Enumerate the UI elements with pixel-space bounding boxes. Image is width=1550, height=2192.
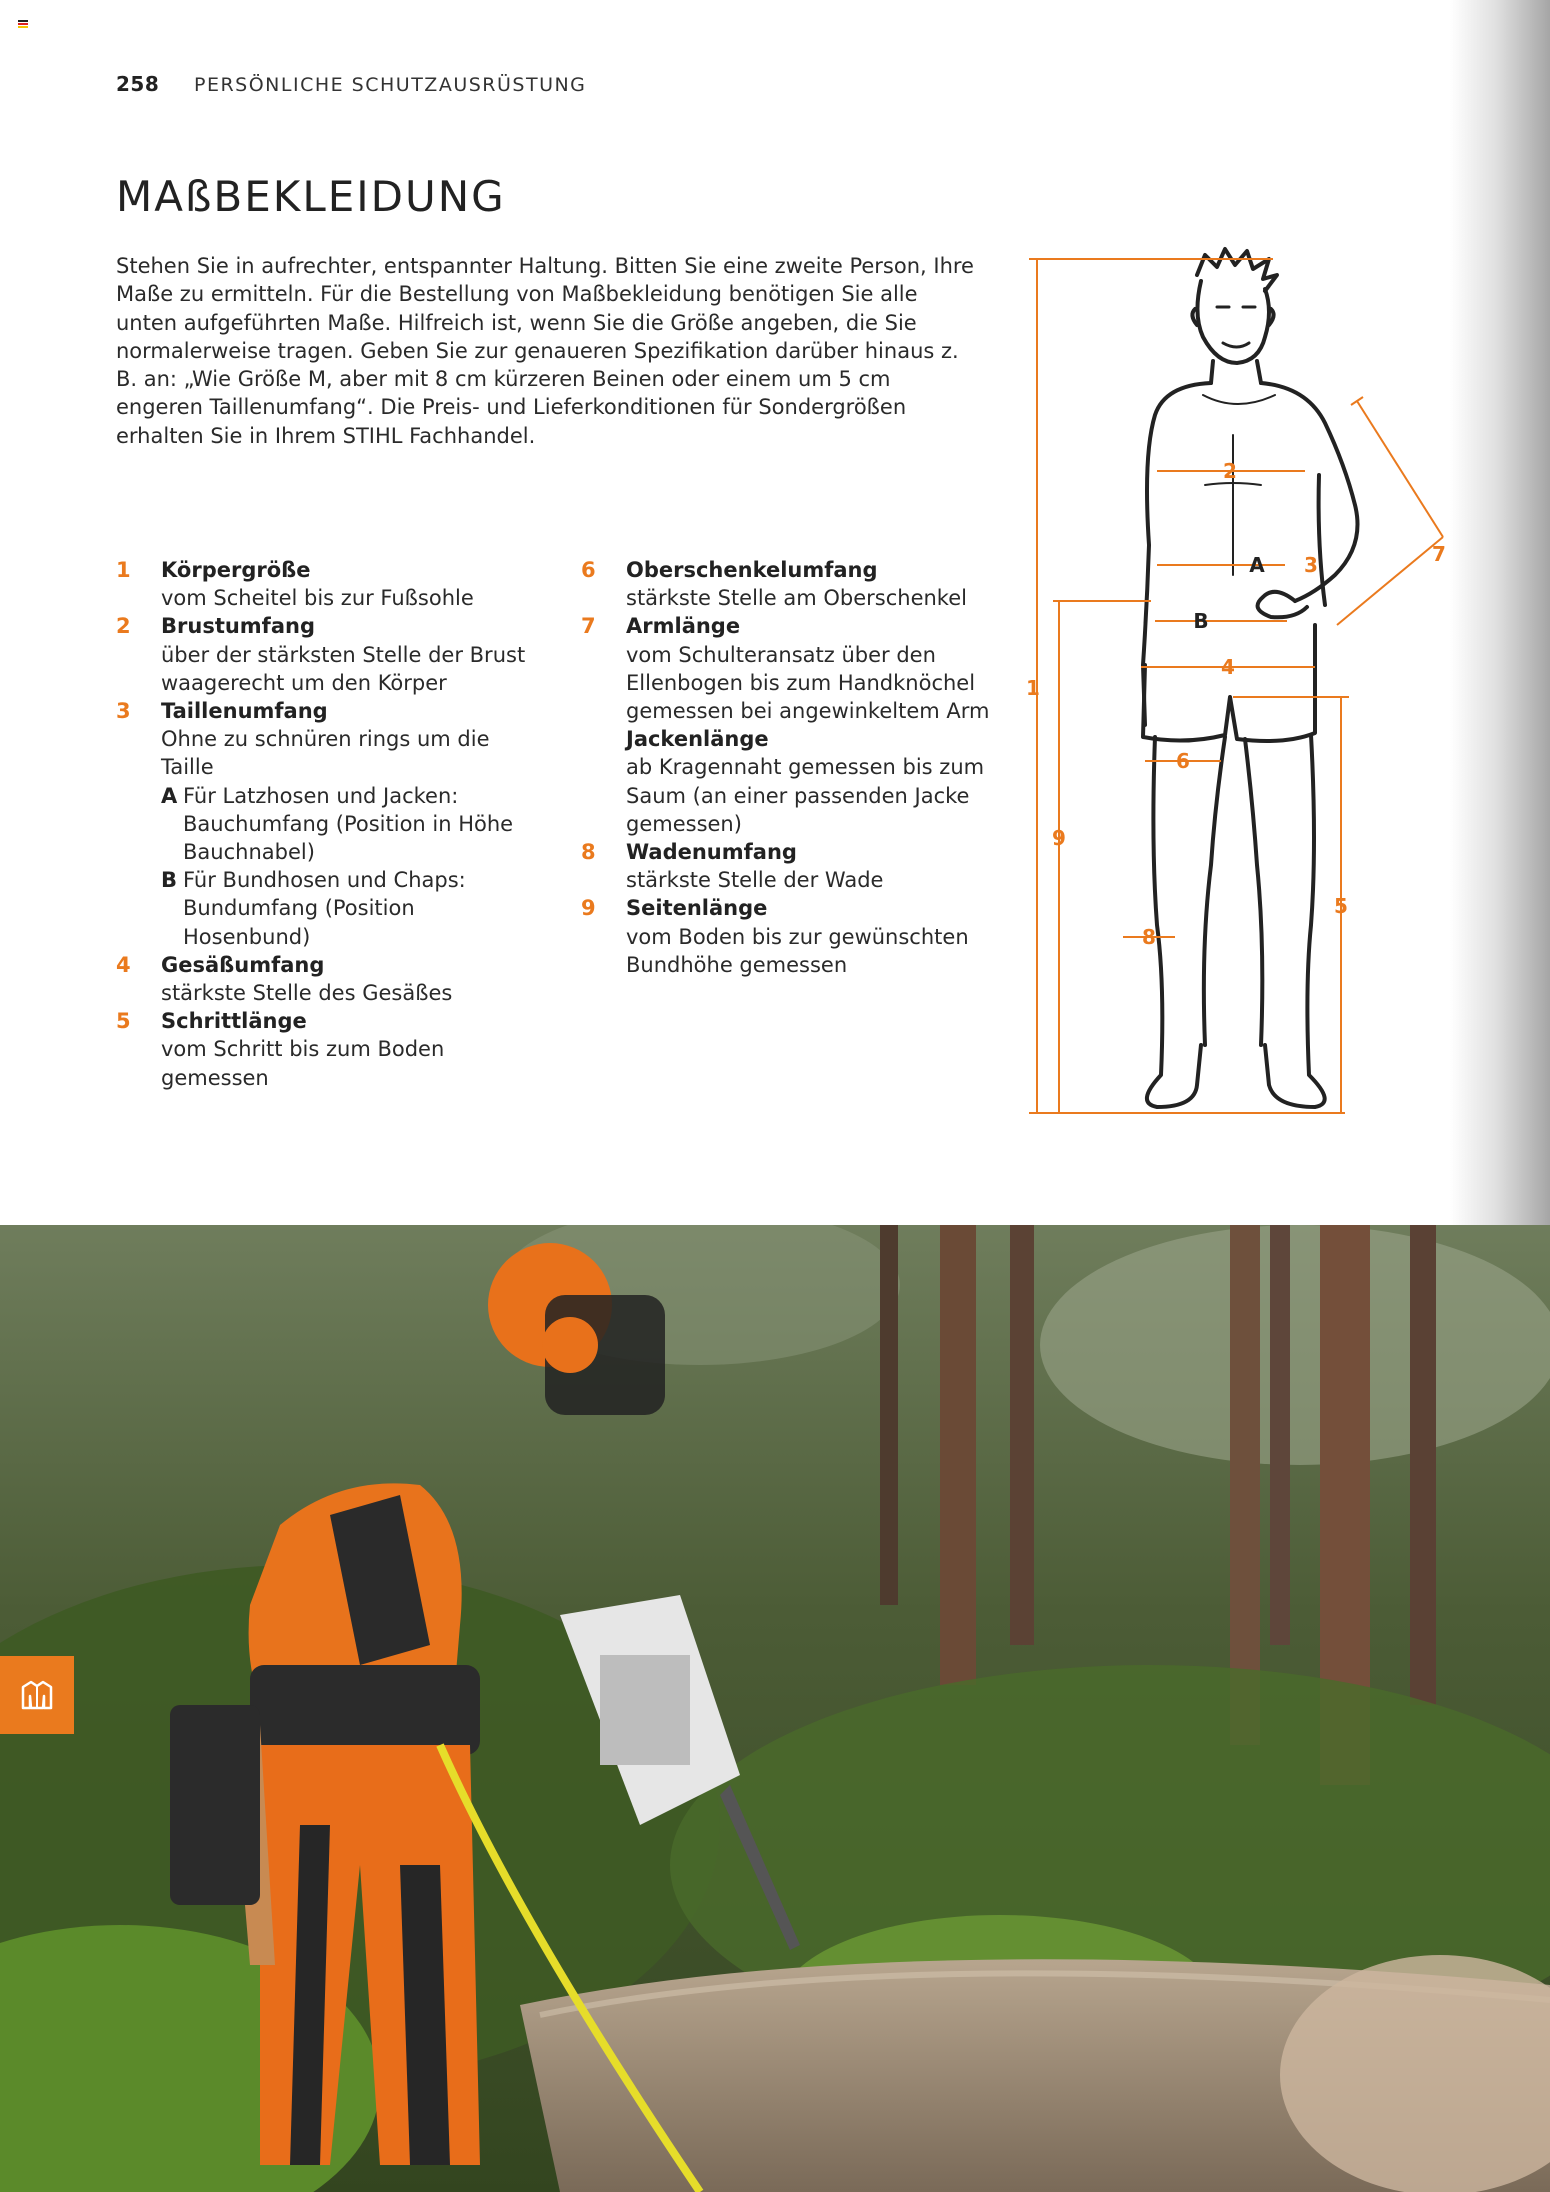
- measure-label: Körpergröße: [161, 558, 311, 582]
- measure-desc: stärkste Stelle der Wade: [626, 868, 884, 893]
- measure-number: 8: [581, 840, 596, 865]
- page-title: MAßBEKLEIDUNG: [116, 172, 506, 221]
- measure-number: 6: [581, 558, 596, 582]
- measure-desc: vom Scheitel bis zur Fußsohle: [161, 586, 474, 611]
- jacket-icon: [20, 1678, 54, 1712]
- measure-desc: vom Schulteransatz über den Ellenbogen bis zum Handknöchel gemessen bei angewinkeltem Arm: [626, 642, 990, 724]
- figure-label-2: 2: [1223, 459, 1237, 483]
- measure-lines: [1029, 259, 1443, 1113]
- figure-label-3: 3: [1304, 553, 1318, 577]
- sub-text: Für Bundhosen und Chaps: Bundumfang (Position Hosenbund): [183, 868, 466, 949]
- measure-extra-desc: ab Kragennaht gemessen bis zum Saum (an einer passenden Jacke gemessen): [626, 755, 985, 836]
- measure-item-4: [116, 951, 546, 1007]
- jacket-tab-button[interactable]: [0, 1656, 74, 1734]
- measure-sub-b: [161, 866, 546, 951]
- page-header: [116, 72, 586, 96]
- measure-item-8: [581, 838, 1011, 894]
- measure-desc: Ohne zu schnüren rings um die Taille: [161, 727, 490, 780]
- measure-labels: [1026, 459, 1446, 949]
- figure-label-7: 7: [1432, 542, 1446, 566]
- measure-number: 7: [581, 614, 596, 639]
- measure-item-5: [116, 1007, 546, 1092]
- figure-svg: [1025, 245, 1455, 1125]
- measure-label: Brustumfang: [161, 614, 315, 639]
- page-number: 258: [116, 72, 160, 96]
- measure-item-1: [116, 556, 546, 612]
- intro-paragraph: Stehen Sie in aufrechter, entspannter Haltung. Bitten Sie eine zweite Person, Ihre Maße zu ermitteln. Für die Bestellung von Maßbekleidung benötigen Sie alle unten aufgeführten Maße. Hilfreich ist, wenn Sie die Größe angeben, die Sie normalerweise tragen. Geben Sie zur genaueren Spezifikation darüber hinaus z. B. an: „Wie Größe M, aber mit 8 cm kürzeren Beinen oder einem um 5 cm engeren Taillenumfang“. Die Preis- und Lieferkonditionen für Sondergrößen erhalten Sie in Ihrem STIHL Fachhandel.: [116, 254, 974, 448]
- page-edge-shadow: [1450, 0, 1550, 1225]
- measure-number: 3: [116, 699, 131, 724]
- figure-label-5: 5: [1334, 894, 1348, 918]
- figure-label-b: B: [1193, 609, 1209, 633]
- figure-label-9: 9: [1052, 826, 1066, 850]
- measure-number: 4: [116, 952, 131, 977]
- figure-label-a: A: [1249, 553, 1265, 577]
- measure-number: 1: [116, 558, 131, 582]
- measure-label: Schrittlänge: [161, 1009, 307, 1034]
- sub-letter: A: [161, 783, 178, 808]
- measure-item-7: [581, 612, 1011, 838]
- measure-item-9: [581, 894, 1011, 979]
- sub-letter: B: [161, 868, 178, 893]
- section-title: PERSÖNLICHE SCHUTZAUSRÜSTUNG: [194, 74, 587, 96]
- measurements-list-left: [116, 556, 546, 1092]
- measure-number: 2: [116, 614, 131, 639]
- measure-item-6: [581, 556, 1011, 612]
- figure-label-1: 1: [1026, 676, 1040, 700]
- measure-label: Seitenlänge: [626, 896, 768, 921]
- figure-label-4: 4: [1221, 655, 1235, 679]
- measure-number: 9: [581, 896, 596, 921]
- measure-number: 5: [116, 1009, 131, 1034]
- figure-label-6: 6: [1176, 749, 1190, 773]
- flag-icon: [18, 20, 28, 27]
- photo-illustration: [0, 1225, 1550, 2192]
- measure-desc: vom Schritt bis zum Boden gemessen: [161, 1037, 445, 1090]
- man-outline: [1143, 249, 1358, 1107]
- measure-sub-a: [161, 782, 546, 867]
- measure-item-2: [116, 612, 546, 697]
- measure-desc: über der stärksten Stelle der Brust waagerecht um den Körper: [161, 642, 526, 695]
- measure-label: Oberschenkelumfang: [626, 558, 878, 582]
- measure-label: Gesäßumfang: [161, 952, 325, 977]
- body-measurement-figure: [1025, 245, 1455, 1125]
- forest-chainsaw-photo: [0, 1225, 1550, 2192]
- measurements-list-right: [581, 556, 1011, 979]
- measure-extra-label: Jackenlänge: [626, 727, 769, 752]
- figure-label-8: 8: [1142, 925, 1156, 949]
- measure-desc: vom Boden bis zur gewünschten Bundhöhe gemessen: [626, 924, 969, 977]
- measure-desc: stärkste Stelle am Oberschenkel: [626, 586, 967, 611]
- measure-label: Wadenumfang: [626, 840, 797, 865]
- measure-item-3: [116, 697, 546, 951]
- measure-label: Armlänge: [626, 614, 741, 639]
- sub-text: Für Latzhosen und Jacken: Bauchumfang (Position in Höhe Bauchnabel): [183, 783, 514, 865]
- measure-desc: stärkste Stelle des Gesäßes: [161, 981, 453, 1006]
- measure-label: Taillenumfang: [161, 699, 328, 724]
